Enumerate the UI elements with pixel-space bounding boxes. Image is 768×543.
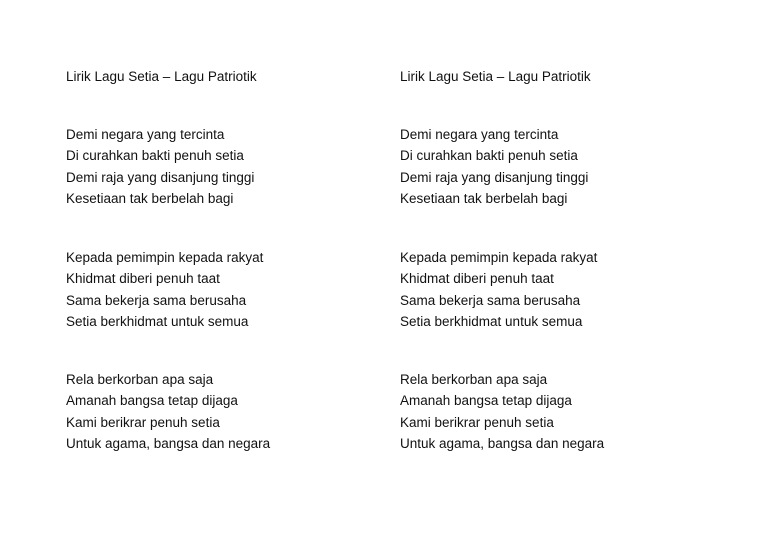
lyric-line: Demi raja yang disanjung tinggi — [400, 169, 589, 185]
lyric-line: Demi raja yang disanjung tinggi — [66, 169, 255, 185]
lyric-line: Khidmat diberi penuh taat — [66, 271, 220, 286]
lyric-line: Kepada pemimpin kepada rakyat — [66, 249, 264, 265]
lyric-line: Kami berikrar penuh setia — [400, 414, 554, 430]
lyric-line: Kesetiaan tak berbelah bagi — [400, 191, 568, 206]
lyric-line: Rela berkorban apa saja — [400, 371, 548, 387]
lyric-line: Sama bekerja sama berusaha — [400, 292, 581, 308]
stanza-1 — [66, 124, 386, 210]
stanza-2 — [66, 247, 386, 333]
lyric-line: Kepada pemimpin kepada rakyat — [400, 249, 598, 265]
lyric-line: Sama bekerja sama berusaha — [66, 292, 247, 308]
lyrics-title: Lirik Lagu Setia – Lagu Patriotik — [400, 69, 591, 84]
lyric-line: Setia berkhidmat untuk semua — [66, 314, 249, 329]
stanza-3 — [400, 369, 720, 455]
lyric-line: Di curahkan bakti penuh setia — [66, 148, 244, 163]
lyric-line: Untuk agama, bangsa dan negara — [66, 436, 271, 451]
lyric-line: Untuk agama, bangsa dan negara — [400, 436, 605, 451]
lyrics-column-left — [66, 66, 386, 455]
lyric-line: Demi negara yang tercinta — [400, 126, 559, 142]
stanza-3 — [66, 369, 386, 455]
lyrics-column-right — [400, 66, 720, 455]
stanza-2 — [400, 247, 720, 333]
lyric-line: Amanah bangsa tetap dijaga — [66, 393, 238, 408]
lyric-line: Demi negara yang tercinta — [66, 126, 225, 142]
stanza-1 — [400, 124, 720, 210]
lyric-line: Rela berkorban apa saja — [66, 371, 214, 387]
lyric-line: Amanah bangsa tetap dijaga — [400, 393, 572, 408]
lyric-line: Kesetiaan tak berbelah bagi — [66, 191, 234, 206]
lyric-line: Di curahkan bakti penuh setia — [400, 148, 578, 163]
lyric-line: Setia berkhidmat untuk semua — [400, 314, 583, 329]
lyrics-title: Lirik Lagu Setia – Lagu Patriotik — [66, 69, 257, 84]
lyric-line: Khidmat diberi penuh taat — [400, 271, 554, 286]
lyric-line: Kami berikrar penuh setia — [66, 414, 220, 430]
